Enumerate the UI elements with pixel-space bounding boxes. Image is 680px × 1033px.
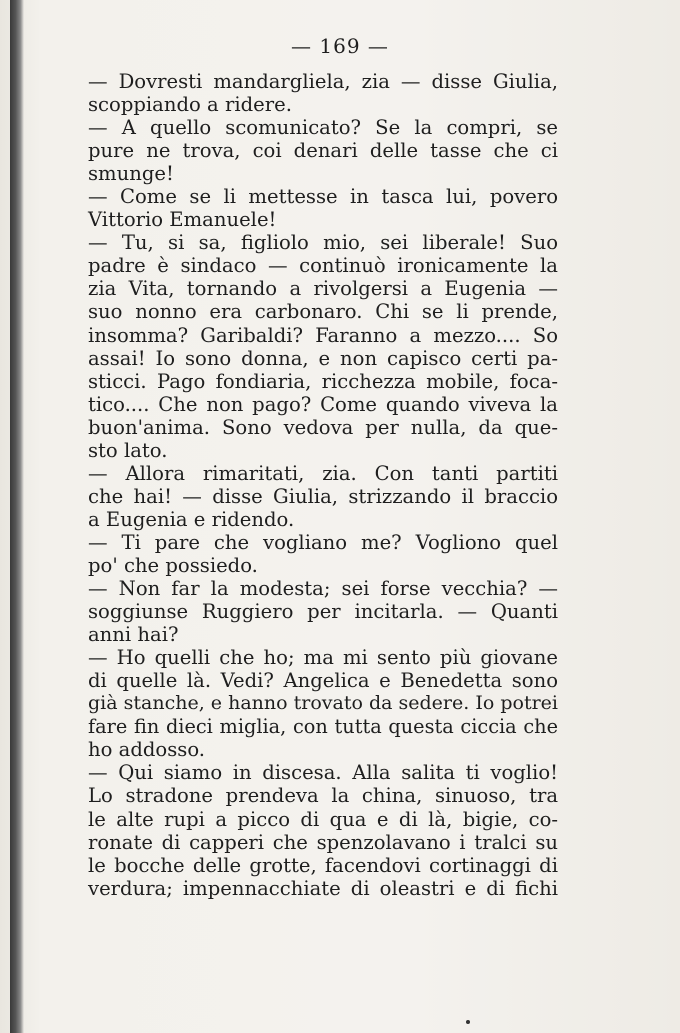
text-line: tico.... Che non pago? Come quando viveva la (88, 392, 558, 416)
text-line: assai! Io sono donna, e non capisco certi pa- (88, 346, 558, 370)
text-line: — Ti pare che vogliano me? Vogliono quel (88, 530, 558, 554)
text-line: ho addosso. (88, 738, 205, 762)
text-line: — Dovresti mandargliela, zia — disse Giulia, (88, 70, 558, 93)
text-line: — A quello scomunicato? Se la compri, se (88, 116, 558, 140)
text-line: buon'anima. Sono vedova per nulla, da que- (88, 415, 558, 439)
text-line: di quelle là. Vedi? Angelica e Benedetta sono (88, 669, 558, 693)
text-line: che hai! — disse Giulia, strizzando il braccio (88, 484, 558, 508)
text-line: — Tu, si sa, figliolo mio, sei liberale! Suo (88, 231, 558, 255)
body-text (88, 70, 558, 900)
text-line: le alte rupi a picco di qua e di là, bigie, co- (88, 807, 558, 831)
text-line: pure ne trova, coi denari delle tasse che ci (88, 139, 558, 163)
text-line: — Qui siamo in discesa. Alla salita ti voglio! (88, 761, 558, 785)
text-line: suo nonno era carbonaro. Chi se li prende, (88, 300, 558, 324)
text-line: — Allora rimaritati, zia. Con tanti partiti (88, 461, 558, 485)
text-line: — Come se li mettesse in tasca lui, povero (88, 185, 558, 209)
text-line: zia Vita, tornando a rivolgersi a Eugenia — (88, 277, 558, 301)
text-line: già stanche, e hanno trovato da sedere. Io potrei (88, 692, 558, 715)
text-line: ronate di capperi che spenzolavano i tralci su (88, 830, 558, 854)
ink-speck (466, 1020, 470, 1024)
text-line: le bocche delle grotte, facendovi cortinaggi di (88, 853, 558, 877)
text-line: po' che possiedo. (88, 553, 258, 577)
text-line: soggiunse Ruggiero per incitarla. — Quanti (88, 600, 558, 624)
text-line: a Eugenia e ridendo. (88, 507, 295, 531)
text-line: padre è sindaco — continuò ironicamente la (88, 254, 558, 278)
text-line: sticci. Pago fondiaria, ricchezza mobile, foca- (88, 369, 558, 393)
text-line: Vittorio Emanuele! (88, 208, 277, 232)
text-line: — Ho quelli che ho; ma mi sento più giovane (88, 646, 558, 670)
text-line: fare fin dieci miglia, con tutta questa ciccia che (88, 715, 558, 739)
text-line: — Non far la modesta; sei forse vecchia? — (88, 577, 558, 601)
text-line: verdura; impennacchiate di oleastri e di fichi (88, 876, 558, 900)
text-line: Lo stradone prendeva la china, sinuoso, tra (88, 784, 558, 808)
binding-shadow (10, 0, 24, 1033)
text-line: scoppiando a ridere. (88, 93, 292, 117)
text-line: smunge! (88, 162, 174, 186)
text-line: insomma? Garibaldi? Faranno a mezzo.... So (88, 323, 558, 347)
text-line: anni hai? (88, 623, 179, 647)
text-line: sto lato. (88, 438, 168, 462)
page-number: — 169 — (291, 34, 389, 58)
